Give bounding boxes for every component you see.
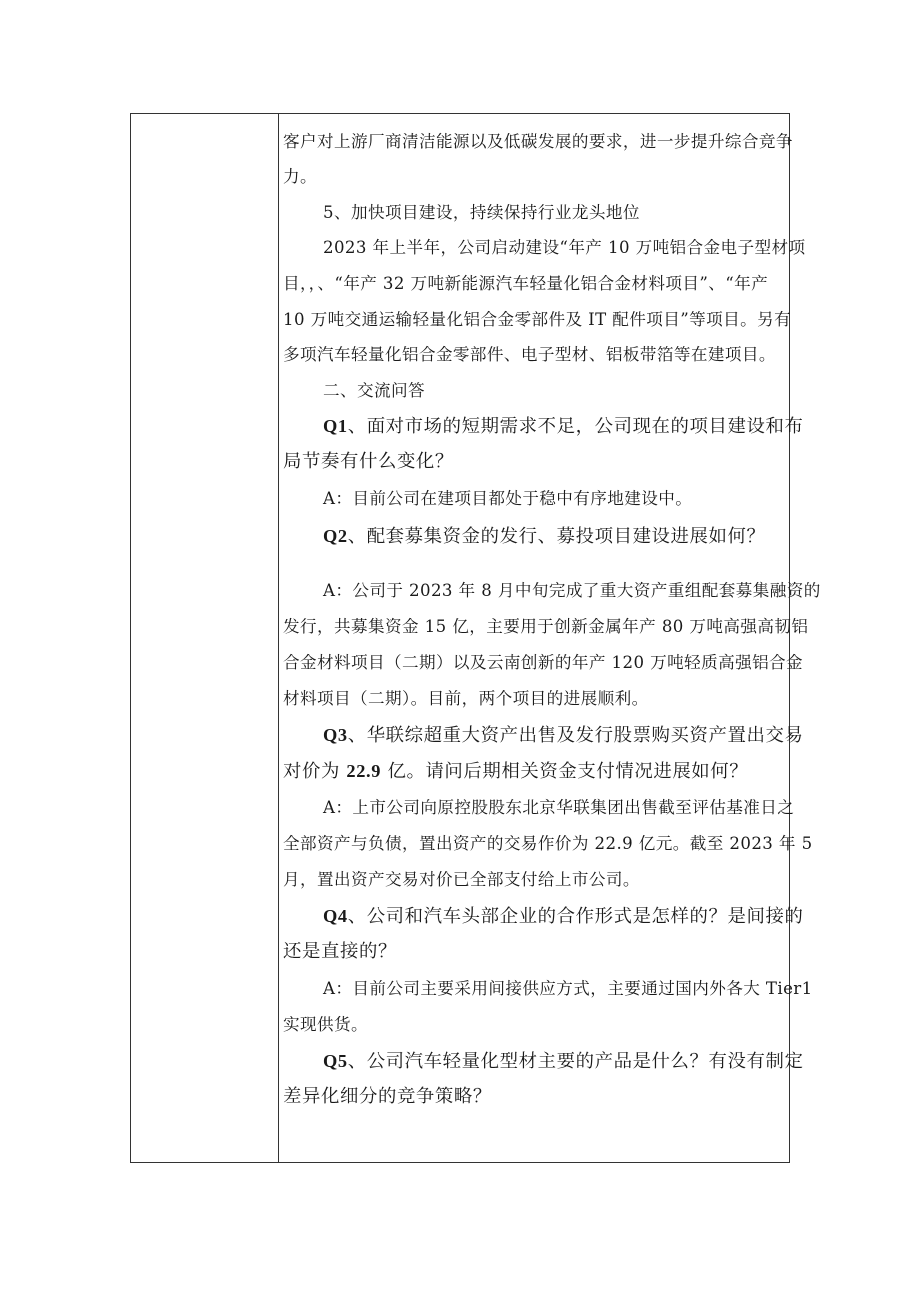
question-text: 、面对市场的短期需求不足，公司现在的项目建设和布: [347, 416, 804, 437]
answer-a4: A：目前公司主要采用间接供应方式，主要通过国内外各大 Tier1: [323, 979, 813, 998]
question-q3: [323, 724, 804, 747]
answer-a2: A：公司于 2023 年 8 月中旬完成了重大资产重组配套募集融资的: [323, 581, 821, 600]
answer-a2-cont: 材料项目（二期）。目前，两个项目的进展顺利。: [283, 689, 649, 708]
answer-a2-cont: 发行，共募集资金 15 亿，主要用于创新金属年产 80 万吨高强高韧铝: [283, 617, 809, 636]
question-text: 、公司和汽车头部企业的合作形式是怎样的？是间接的: [347, 906, 804, 927]
question-q3-cont: 对价为 22.9 亿。请问后期相关资金支付情况进展如何？: [283, 761, 749, 782]
paragraph-line: 力。: [283, 167, 317, 186]
question-text: 、配套募集资金的发行、募投项目建设进展如何？: [347, 526, 766, 547]
paragraph-line: 客户对上游厂商清洁能源以及低碳发展的要求，进一步提升综合竞争: [283, 132, 793, 151]
question-text: 、华联综超重大资产出售及发行股票购买资产置出交易: [347, 725, 804, 746]
question-text: 、公司汽车轻量化型材主要的产品是什么？有没有制定: [347, 1051, 804, 1072]
question-number: Q5: [323, 1051, 348, 1071]
question-q1: [323, 415, 804, 438]
table-left-column: [131, 114, 279, 1162]
answer-a3-cont: 全部资产与负债，置出资产的交易作价为 22.9 亿元。截至 2023 年 5: [283, 834, 813, 853]
paragraph-line: 多项汽车轻量化铝合金零部件、电子型材、铝板带箔等在建项目。: [283, 345, 776, 364]
question-number: Q2: [323, 526, 348, 546]
section-heading: 5、加快项目建设，持续保持行业龙头地位: [323, 203, 640, 222]
bold-amount: 22.9: [346, 761, 382, 781]
paragraph-line: 2023 年上半年，公司启动建设“年产 10 万吨铝合金电子型材项: [323, 238, 806, 257]
answer-a3-cont: 月，置出资产交易对价已全部支付给上市公司。: [283, 870, 640, 889]
paragraph-line: 10 万吨交通运输轻量化铝合金零部件及 IT 配件项目”等项目。另有: [283, 310, 792, 329]
question-q2: [323, 525, 785, 548]
answer-a4-cont: 实现供货。: [283, 1015, 368, 1034]
document-table: [130, 113, 821, 1163]
answer-a2-cont: 合金材料项目（二期）以及云南创新的年产 120 万吨轻质高强铝合金: [283, 653, 804, 672]
question-number: Q3: [323, 725, 348, 745]
question-q1-cont: 局节奏有什么变化？: [283, 451, 454, 472]
answer-a3: A：上市公司向原控股股东北京华联集团出售截至评估基准日之: [323, 798, 795, 817]
question-q5-cont: 差异化细分的竞争策略？: [283, 1086, 492, 1107]
paragraph-line: 目，，、“年产 32 万吨新能源汽车轻量化铝合金材料项目”、“年产: [283, 274, 769, 293]
answer-a1: A：目前公司在建项目都处于稳中有序地建设中。: [323, 489, 693, 508]
question-number: Q1: [323, 416, 348, 436]
question-number: Q4: [323, 906, 348, 926]
question-q4-cont: 还是直接的？: [283, 941, 397, 962]
question-q4: [323, 905, 804, 928]
section-heading: 二、交流问答: [323, 381, 425, 400]
table-content-cell: [279, 114, 821, 1162]
question-q5: [323, 1050, 804, 1073]
